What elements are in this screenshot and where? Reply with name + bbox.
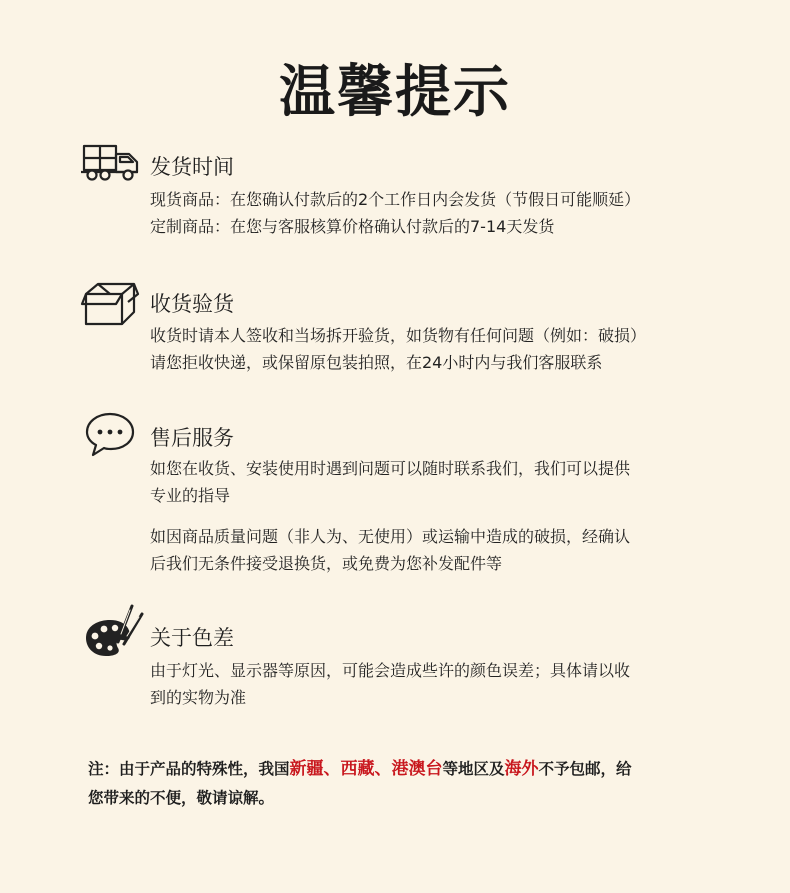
page-title: 温馨提示 — [279, 60, 511, 125]
note-region-hk-macao-taiwan: 港澳台 — [391, 759, 443, 779]
note-region-tibet: 西藏 — [340, 759, 375, 779]
body-line: 如因商品质量问题（非人为、无使用）或运输中造成的破损，经确认 — [150, 527, 631, 546]
section-heading: 收货验货 — [150, 292, 234, 316]
body-line: 专业的指导 — [150, 486, 231, 505]
body-line: 现货商品：在您确认付款后的2个工作日内会发货（节假日可能顺延） — [150, 190, 641, 209]
note-suffix: 不予包邮，给 — [538, 760, 632, 778]
shipping-note — [88, 755, 632, 813]
note-middle: 等地区及 — [442, 760, 505, 778]
note-separator: 、 — [323, 759, 341, 779]
section-body — [150, 322, 646, 376]
body-line: 到的实物为准 — [150, 688, 247, 707]
note-region-overseas: 海外 — [504, 759, 539, 779]
delivery-truck-icon — [80, 142, 142, 182]
note-separator: 、 — [374, 759, 392, 779]
section-heading: 发货时间 — [150, 155, 234, 179]
note-prefix: 注：由于产品的特殊性，我国 — [88, 760, 290, 778]
chat-bubble-icon — [84, 410, 136, 458]
body-line: 后我们无条件接受退换货，或免费为您补发配件等 — [150, 554, 503, 573]
section-heading: 售后服务 — [150, 426, 234, 450]
body-line: 收货时请本人签收和当场拆开验货，如货物有任何问题（例如：破损） — [150, 326, 647, 345]
section-heading: 关于色差 — [150, 626, 234, 650]
section-body-secondary — [150, 523, 630, 577]
note-line: 您带来的不便，敬请谅解。 — [88, 789, 275, 807]
body-line: 如您在收货、安装使用时遇到问题可以随时联系我们，我们可以提供 — [150, 459, 631, 478]
body-line: 请您拒收快递，或保留原包装拍照，在24小时内与我们客服联系 — [150, 353, 603, 372]
note-line — [88, 755, 632, 784]
body-line: 由于灯光、显示器等原因，可能会造成些许的颜色误差；具体请以收 — [150, 661, 631, 680]
package-box-icon — [80, 280, 140, 326]
paint-palette-icon — [82, 600, 148, 658]
note-region-xinjiang: 新疆 — [289, 759, 324, 779]
section-body — [150, 186, 640, 240]
section-body — [150, 657, 630, 711]
section-body — [150, 455, 630, 509]
body-line: 定制商品：在您与客服核算价格确认付款后的7-14天发货 — [150, 217, 555, 236]
